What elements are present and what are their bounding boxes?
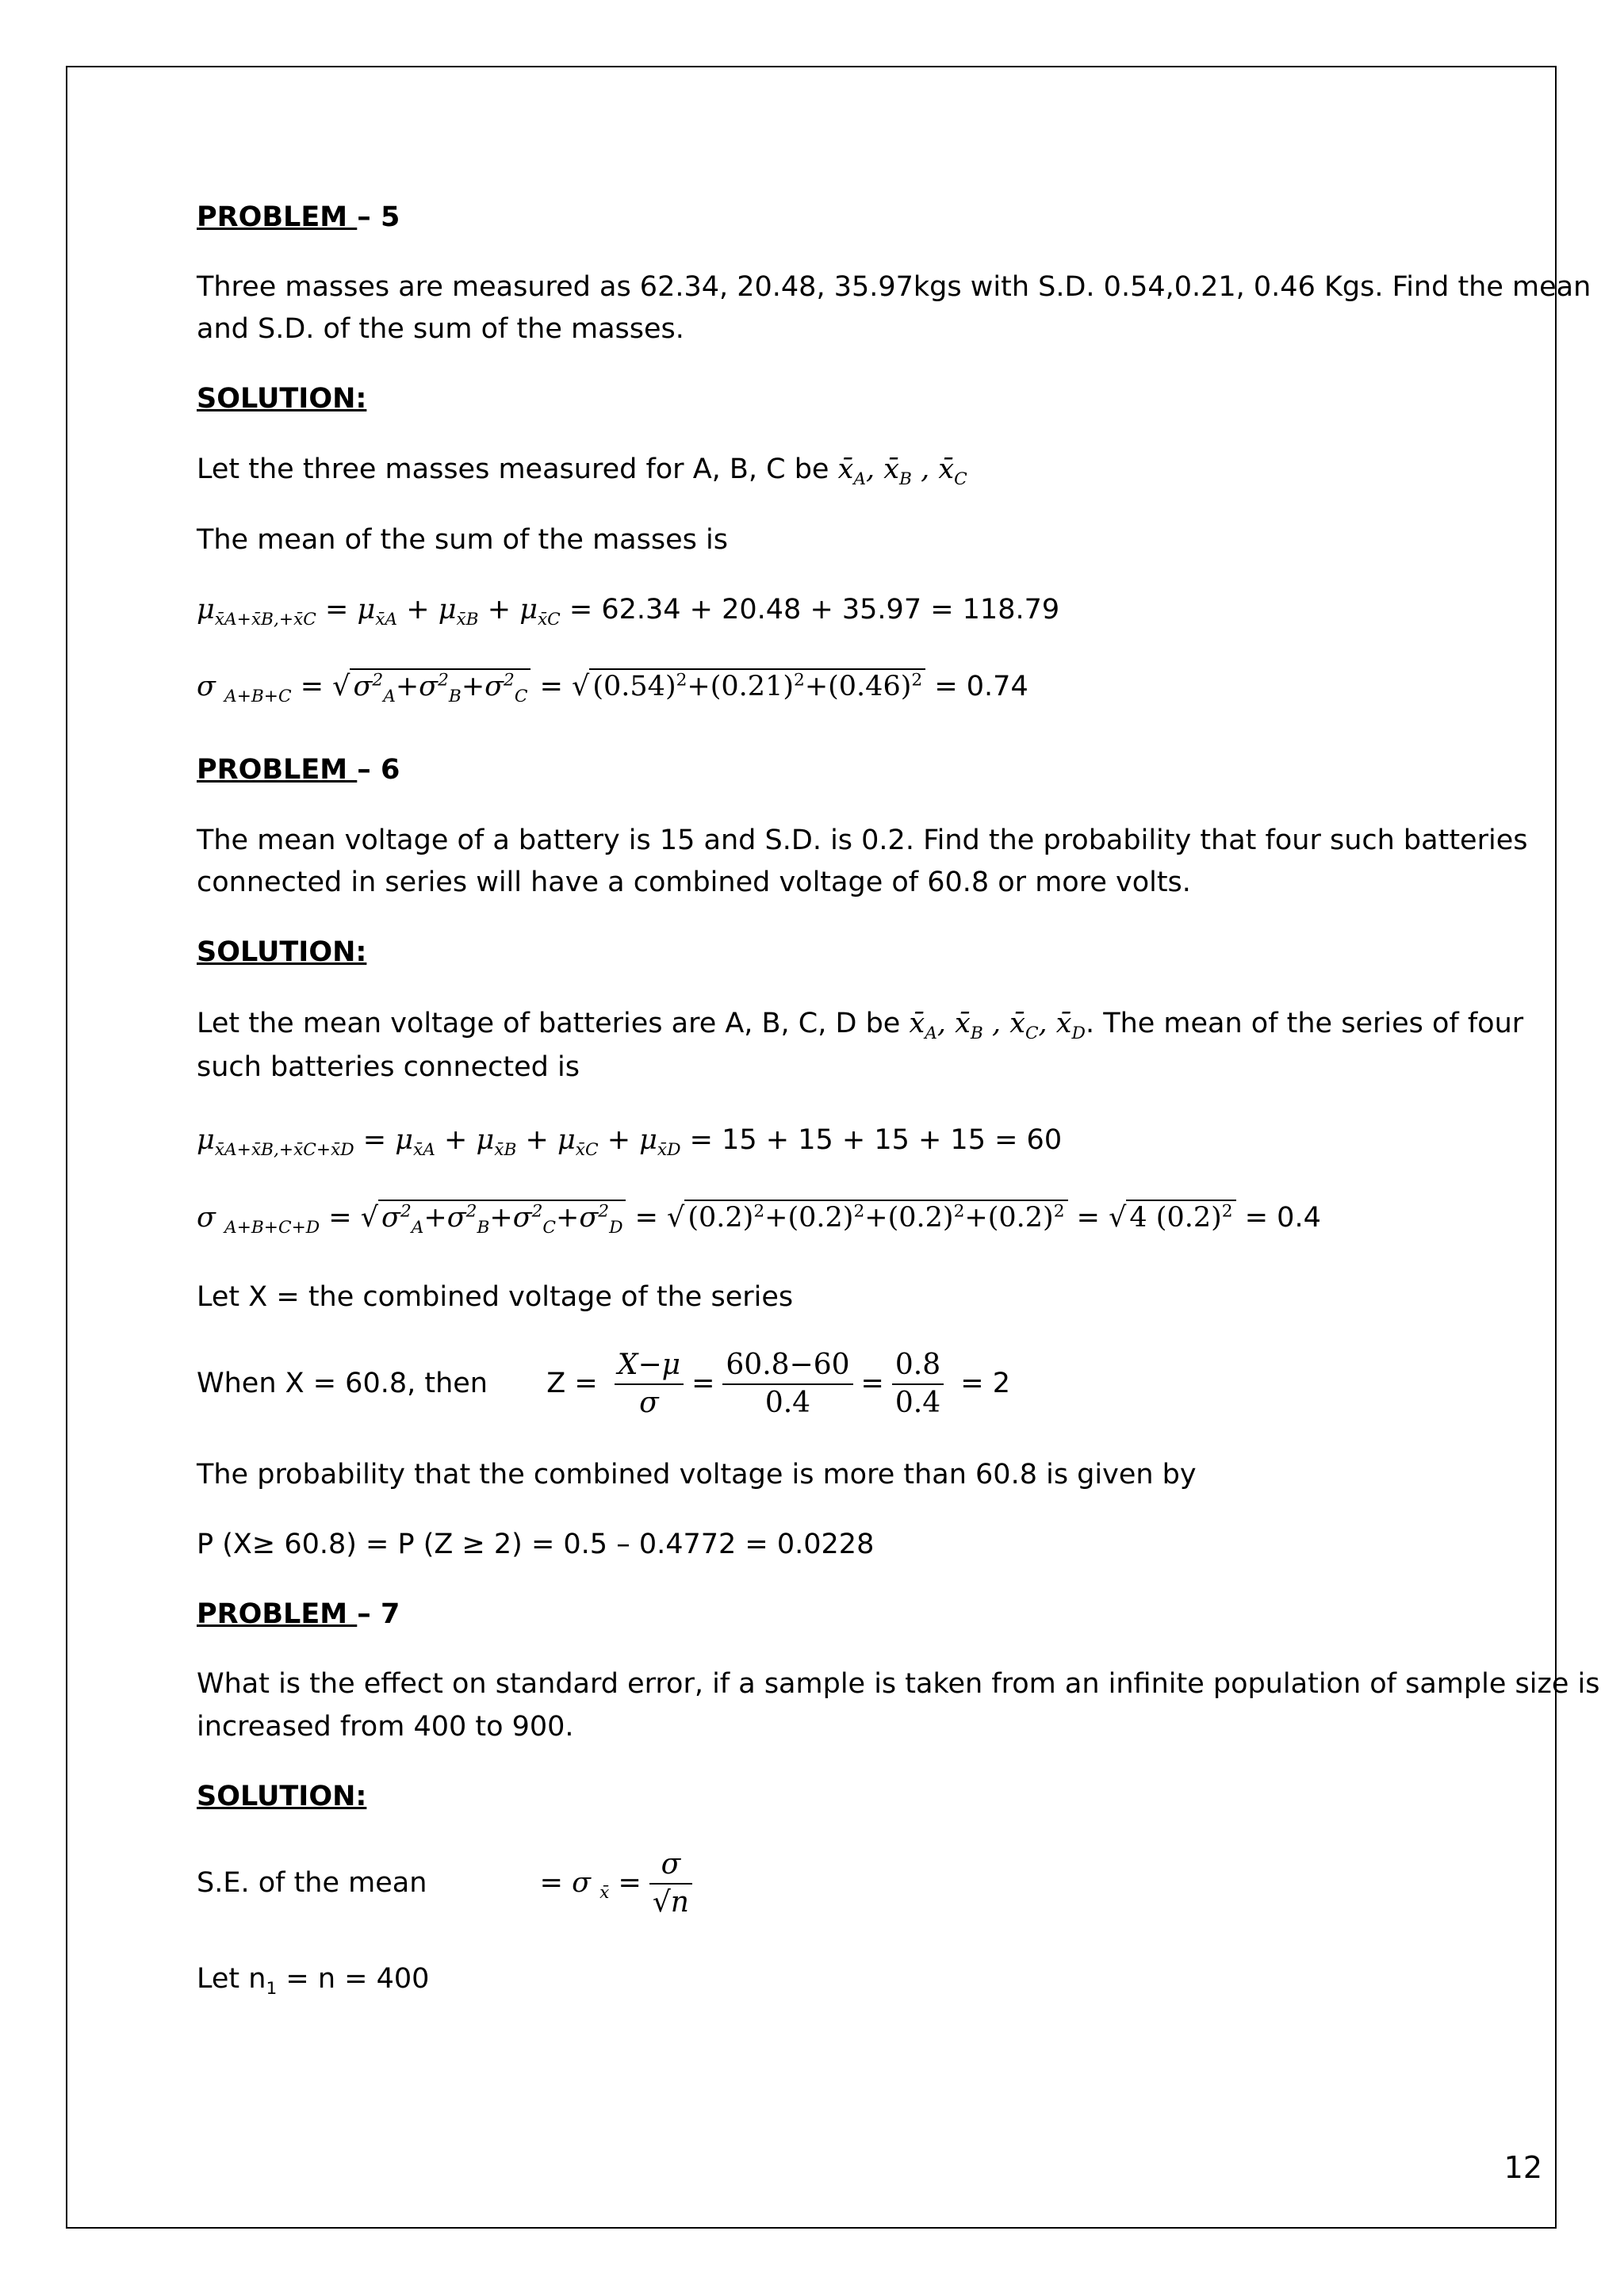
problem-6-let-statement: Let the mean voltage of batteries are A, B, C, D be $x̄_A$, $x̄_B$ , $x̄_C$, $x̄_D$. The mean of the series of four — [197, 1008, 1524, 1043]
problem-5-let-statement: Let the three masses measured for A, B, C be $x̄_A$, $x̄_B$ , $x̄_C$ — [197, 453, 967, 489]
problem-5-solution-heading: SOLUTION: — [197, 383, 367, 415]
z-fraction-3: $\frac{0.8}{0.4}$ — [892, 1347, 944, 1422]
variables-xa-xb-xc: $x̄_A$, $x̄_B$ , $x̄_C$ — [837, 453, 967, 489]
problem-6-solution-heading: SOLUTION: — [197, 936, 367, 968]
problem-6-probability-text: The probability that the combined voltage is more than 60.8 is given by — [197, 1459, 1197, 1490]
problem-6-question-line-1: The mean voltage of a battery is 15 and S.D. is 0.2. Find the probability that four such batteries — [197, 825, 1528, 856]
problem-5-heading: PROBLEM – 5 — [197, 201, 400, 233]
variables-xa-xb-xc-xd: $x̄_A$, $x̄_B$ , $x̄_C$, $x̄_D$ — [909, 1008, 1086, 1043]
problem-5-mean-equation: $\mu_{x̄A+x̄B,+x̄C} = \mu_{x̄A} + \mu_{x̄B} + \mu_{x̄C} = 62.34 + 20.48 + 35.97 = 118.79$ — [197, 594, 1060, 629]
problem-5-question-line-2: and S.D. of the sum of the masses. — [197, 313, 684, 345]
problem-6-question-line-2: connected in series will have a combined voltage of 60.8 or more volts. — [197, 867, 1191, 898]
z-fraction-1: $\frac{X-\mu}{\sigma}$ — [615, 1347, 684, 1422]
problem-6-x-definition: Let X = the combined voltage of the series — [197, 1281, 794, 1313]
problem-6-probability-equation: P (X≥ 60.8) = P (Z ≥ 2) = 0.5 – 0.4772 = 0.0228 — [197, 1529, 875, 1560]
se-fraction: $\frac{\sigma}{√n}$ — [649, 1846, 692, 1921]
problem-7-let-n1: Let $n_1 = n = 400$ — [197, 1963, 430, 1999]
problem-6-mean-equation: $\mu_{x̄A+x̄B,+x̄C+x̄D} = \mu_{x̄A} + \mu_{x̄B} + \mu_{x̄C} + \mu_{x̄D} = 15 + 15 + 15 + 15 = 60$ — [197, 1124, 1063, 1160]
problem-6-heading: PROBLEM – 6 — [197, 754, 400, 786]
problem-5-sd-equation: σ $_{A+B+C}$ = √ $\sigma^2_A+\sigma^2_B+\sigma^2_C$ = √ $(0.54)^2+(0.21)^2+(0.46)^2 = 0.74$ — [197, 666, 1028, 707]
problem-5-question-line-1: Three masses are measured as 62.34, 20.48, 35.97kgs with S.D. 0.54,0.21, 0.46 Kgs. Find the mean — [197, 271, 1591, 303]
problem-7-se-equation: S.E. of the mean = σ $_{x̄}$ = $\frac{\sigma}{√n}$ — [197, 1839, 700, 1927]
problem-6-let-line-2: such batteries connected is — [197, 1051, 580, 1083]
problem-6-z-equation: When X = 60.8, then Z = $\frac{X-\mu}{\sigma}$ = $\frac{60.8-60}{0.4}$ = $\frac{0.8}{0.4}$ = 2 — [197, 1340, 1010, 1427]
problem-7-heading: PROBLEM – 7 — [197, 1598, 400, 1630]
problem-7-question-line-2: increased from 400 to 900. — [197, 1711, 574, 1743]
problem-6-sd-equation: σ $_{A+B+C+D}$ = √ $\sigma^2_A+\sigma^2_B+\sigma^2_C+\sigma^2_D$ = √ $(0.2)^2+(0.2)^2+(0.2)^2+(0.2)^2$ = √ 4 $(0.2)^2 = 0.4$ — [197, 1197, 1321, 1238]
page-number: 12 — [1503, 2150, 1542, 2185]
problem-7-question-line-1: What is the effect on standard error, if a sample is taken from an infinite population of sample size is — [197, 1668, 1600, 1700]
problem-5-mean-text: The mean of the sum of the masses is — [197, 524, 728, 556]
z-fraction-2: $\frac{60.8-60}{0.4}$ — [722, 1347, 852, 1422]
problem-7-solution-heading: SOLUTION: — [197, 1781, 367, 1812]
